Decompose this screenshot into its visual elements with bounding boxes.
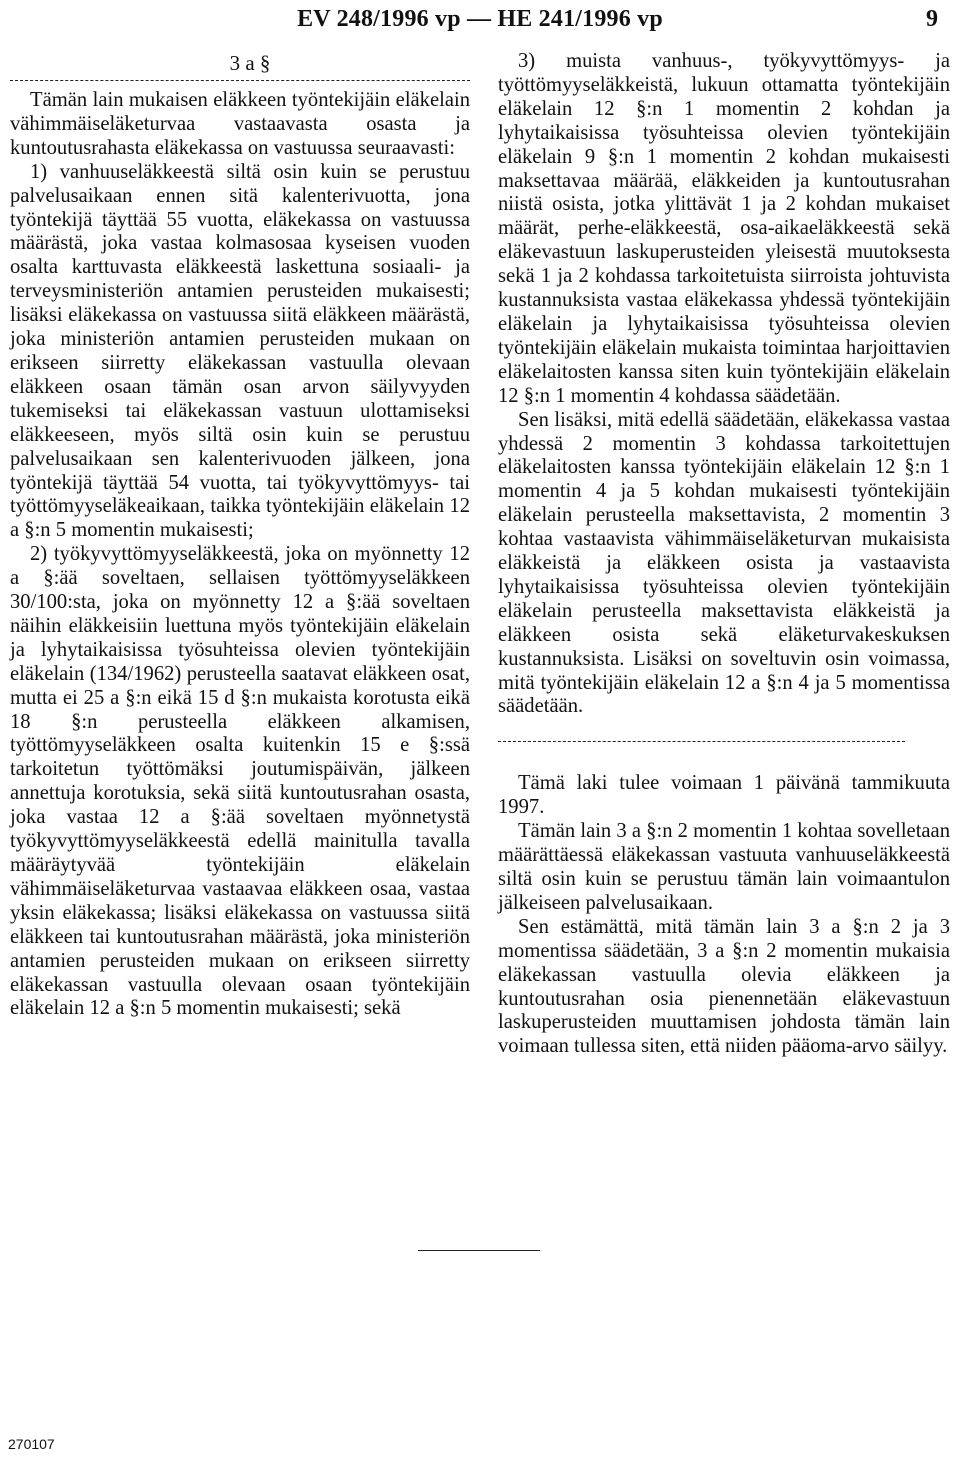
paragraph: Sen estämättä, mitä tämän lain 3 a §:n 2 ja 3 momentissa säädetään, 3 a §:n 2 momentin mukaisia eläkekassan vastuulla olevia eläkkeen ja kuntoutusrahan osia pienennetään eläkevastuun laskuperusteiden muuttamisen johdosta tämän lain voimaan tullessa siten, että niiden pääoma-arvo säilyy.	[498, 915, 950, 1058]
header-title: EV 248/1996 vp — HE 241/1996 vp	[297, 6, 663, 32]
right-column	[498, 50, 950, 1059]
paragraph: Sen lisäksi, mitä edellä säädetään, eläkekassa vastaa yhdessä 2 momentin 3 kohdassa tarkoitettujen eläkelaitosten kanssa työntekijäin eläkelain 12 §:n 1 momentin 4 ja 5 kohdan mukaisesti työntekijäin eläkelain perusteella maksettavista, 2 momentin 3 kohtaa vastaavista vähimmäiseläketurvan mukaisista eläkkeistä ja eläkkeen osista ja vastaavista lyhytaikaisissa työsuhteissa olevien työntekijäin eläkelain perusteella maksettavista eläkkeistä ja eläkkeen osista sekä eläketurvakeskuksen kustannuksista. Lisäksi on soveltuvin osin voimassa, mitä työntekijäin eläkelain 12 a §:n 4 ja 5 momentissa säädetään.	[498, 408, 950, 718]
page-number: 9	[926, 6, 938, 32]
omission-dashes	[10, 80, 470, 81]
left-column	[10, 50, 470, 1021]
paragraph: 3) muista vanhuus-, työkyvyttömyys- ja työttömyyseläkkeistä, lukuun ottamatta työntekijäin eläkelain 12 §:n 1 momentin 2 kohdan ja lyhytaikaisissa työsuhteissa olevien työntekijäin eläkelain 9 §:n 1 momentin 2 kohdan mukaisesti maksettavaa määrää, eläkkeiden ja kuntoutusrahan niistä osista, jotka ylittävät 1 ja 2 kohdan mukaiset määrät, perhe-eläkkeestä, osa-aikaeläkkeestä sekä eläkevastuun laskuperusteiden yleisestä muutoksesta sekä 1 ja 2 kohdassa tarkoitetuista siirroista johtuvista kustannuksista vastaa eläkekassa yhdessä työntekijäin eläkelain ja lyhytaikaisissa työsuhteissa olevien työntekijäin eläkelain mukaista toimintaa harjoittavien eläkelaitosten kanssa siten kuin työntekijäin eläkelain 12 §:n 1 momentin 4 kohdassa säädetään.	[498, 50, 950, 407]
running-header	[0, 6, 960, 36]
section-heading: 3 a §	[229, 51, 271, 75]
paragraph: Tämän lain 3 a §:n 2 momentin 1 kohtaa sovelletaan määrättäessä eläkekassan vastuuta vanhuuseläkkeestä siltä osin kuin se perustuu tämän lain voimaantulon jälkeiseen palvelusaikaan.	[498, 820, 950, 914]
paragraph: 2) työkyvyttömyyseläkkeestä, joka on myönnetty 12 a §:ää soveltaen, sellaisen työttömyyseläkkeen 30/100:sta, joka on myönnetty 12 a §:ää soveltaen näihin eläkkeisiin luettuna myös työntekijäin eläkelain ja lyhytaikaisissa työsuhteissa olevien työntekijäin eläkelain (134/1962) perusteella saatavat eläkkeen osat, mutta ei 25 a §:n eikä 15 d §:n mukaista korotusta eikä 18 §:n perusteella eläkkeen alkamisen, työttömyyseläkkeen osalta kuitenkin 15 e §:ssä tarkoitetun työttömäksi joutumispäivän, jälkeen annettuja korotuksia, sekä siitä kuntoutusrahan osasta, joka vastaa 12 a §:ää soveltaen myönnetystä työkyvyttömyyseläkkeestä edellä mainitulla tavalla määräytyvää työntekijäin eläkelain vähimmäiseläketurvaa vastaavaa eläkkeen osaa, vastaa yksin eläkekassa; lisäksi eläkekassa on vastuussa siitä eläkkeen tai kuntoutusrahan määrästä, joka ministeriön antamien perusteiden mukaan on erikseen siirretty eläkekassan vastuulla olevaan osaan työntekijäin eläkelain 12 a §:n 5 momentin mukaisesti; sekä	[10, 543, 470, 1020]
omission-dashes	[498, 741, 905, 742]
footer-code: 270107	[8, 1436, 55, 1452]
paragraph: Tämän lain mukaisen eläkkeen työntekijäin eläkelain vähimmäiseläketurvaa vastaavasta osasta ja kuntoutusrahasta eläkekassa on vastuussa seuraavasti:	[10, 89, 470, 159]
end-rule	[418, 1250, 540, 1251]
paragraph: 1) vanhuuseläkkeestä siltä osin kuin se perustuu palvelusaikaan ennen sitä kalenterivuotta, jona työntekijä täyttää 55 vuotta, eläkekassa on vastuussa määrästä, joka vastaa kolmasosaa kyseisen vuoden osalta karttuvasta eläkkeestä laskettuna sosiaali- ja terveysministeriön antamien perusteiden mukaisesti; lisäksi eläkekassa on vastuussa siitä eläkkeen määrästä, joka ministeriön antamien perusteiden mukaan on erikseen siirretty eläkekassan vastuulla olevaan eläkkeen osaan tämän osan arvon säilyvyyden tukemiseksi tai eläkekassan vastuun ulottamiseksi eläkkeeseen, myös siltä osin kuin se perustuu palvelusaikaan sen kalenterivuoden jälkeen, jona työntekijä täyttää 54 vuotta, tai työkyvyttömyys- tai työttömyyseläkeaikaan, taikka työntekijäin eläkelain 12 a §:n 5 momentin mukaisesti;	[10, 160, 470, 542]
paragraph: Tämä laki tulee voimaan 1 päivänä tammikuuta 1997.	[498, 772, 950, 819]
